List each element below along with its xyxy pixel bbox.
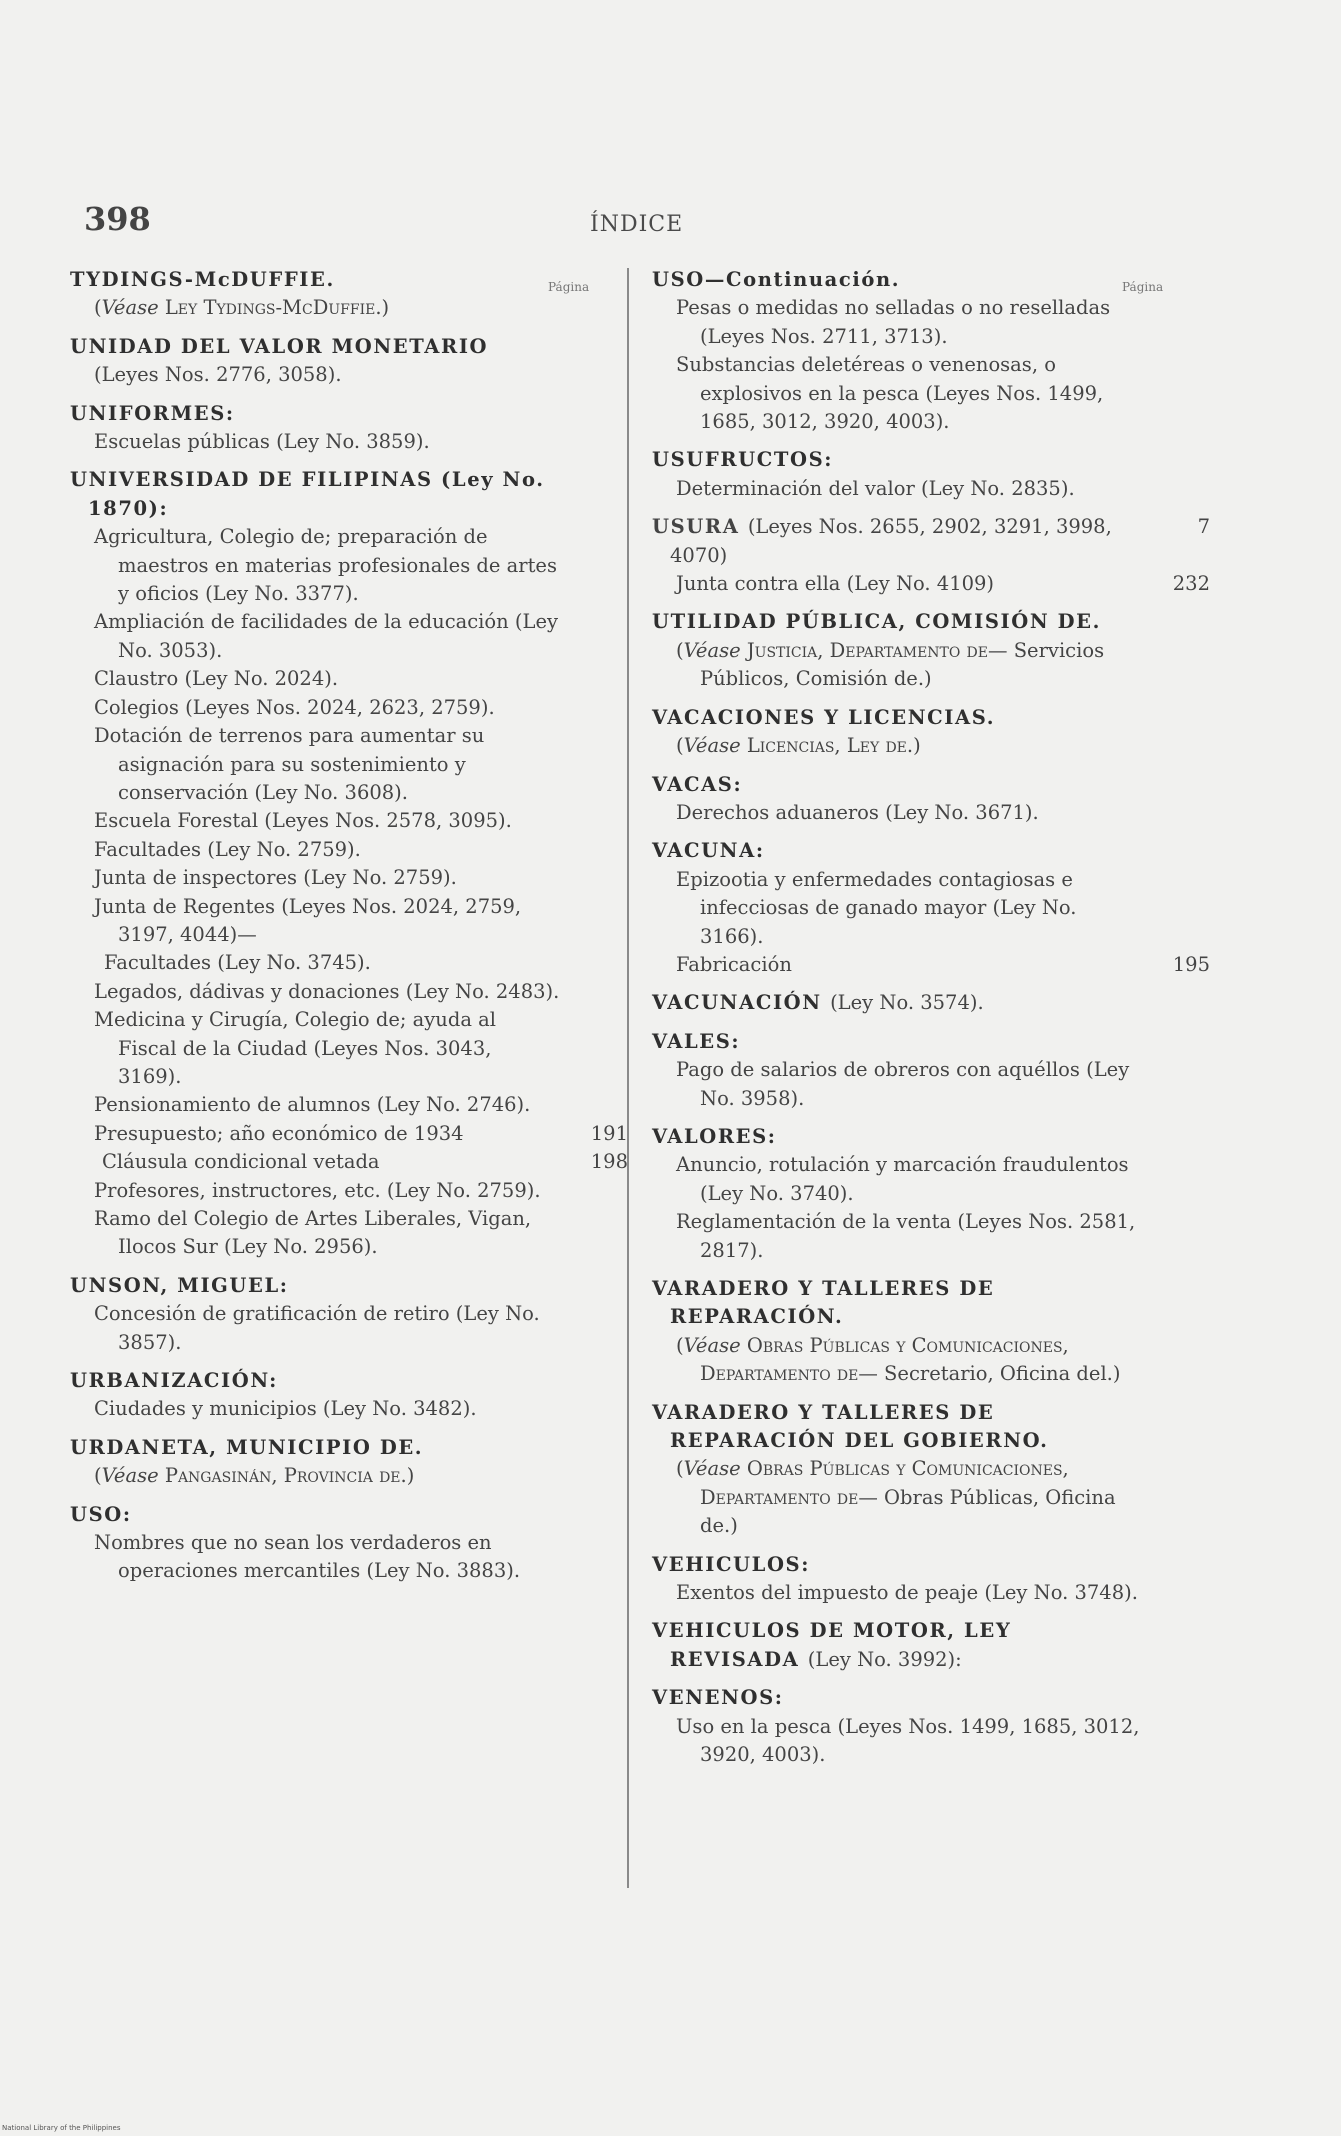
- index-entry: [652, 837, 1210, 979]
- sub-entry: Derechos aduaneros (Ley No. 3671).: [676, 800, 1039, 824]
- sub-entry: Reglamentación de la venta (Leyes Nos. 2581, 2817).: [676, 1210, 1136, 1262]
- index-entry: [652, 1028, 1202, 1113]
- sub-entry: Pesas o medidas no selladas o no reselladas (Leyes Nos. 2711, 3713).: [676, 296, 1111, 348]
- entry-heading: UTILIDAD PÚBLICA, COMISIÓN DE.: [652, 610, 1101, 634]
- sub-entry: Ramo del Colegio de Artes Liberales, Vigan, Ilocos Sur (Ley No. 2956).: [94, 1207, 532, 1259]
- entry-heading: VALORES:: [652, 1124, 777, 1148]
- sub-entry: Dotación de terrenos para aumentar su asignación para su sostenimiento y conservación (Ley No. 3608).: [94, 724, 485, 804]
- entry-heading: UNSON, MIGUEL:: [70, 1273, 289, 1297]
- sub-entry-with-page: Junta contra ella (Ley No. 4109) 232: [652, 570, 1202, 598]
- pagina-label-left: Página: [548, 280, 590, 294]
- sub-entry: Legados, dádivas y donaciones (Ley No. 2483).: [94, 979, 560, 1003]
- sub-entry: Profesores, instructores, etc. (Ley No. 2759).: [94, 1178, 541, 1202]
- index-entry: [652, 1123, 1202, 1265]
- running-head: ÍNDICE: [590, 212, 684, 237]
- entry-heading: URDANETA, MUNICIPIO DE.: [70, 1435, 424, 1459]
- entry-continuation: (Leyes Nos. 2776, 3058).: [94, 363, 342, 387]
- see-reference: (Véase Obras Públicas y Comunicaciones, Departamento de— Secretario, Oficina del.): [676, 1333, 1121, 1386]
- sub-entry: Pensionamiento de alumnos (Ley No. 2746).: [94, 1093, 531, 1117]
- entry-heading: TYDINGS-McDUFFIE.: [70, 268, 335, 291]
- index-entry: [70, 1272, 620, 1357]
- see-reference: (Véase Justicia, Departamento de— Servicios Públicos, Comisión de.): [676, 638, 1105, 691]
- entry-heading: VARADERO Y TALLERES DE REPARACIÓN.: [652, 1277, 995, 1329]
- index-entry: [652, 989, 1202, 1017]
- sub-entry: Agricultura, Colegio de; preparación de maestros en materias profesionales de artes y oficios (Ley No. 3377).: [94, 525, 557, 606]
- entry-heading: VALES:: [652, 1029, 741, 1053]
- entry-heading: USO—Continuación.: [652, 268, 901, 291]
- sub-entry: Claustro (Ley No. 2024).: [94, 667, 339, 691]
- entry-heading: VEHICULOS:: [652, 1552, 811, 1576]
- sub-entry: Epizootia y enfermedades contagiosas e infecciosas de ganado mayor (Ley No. 3166).: [676, 867, 1077, 948]
- index-entry: [70, 466, 628, 1261]
- sub-entry: Escuelas públicas (Ley No. 3859).: [94, 430, 430, 454]
- sub-entry: Facultades (Ley No. 2759).: [94, 837, 361, 861]
- sub-entry: Colegios (Leyes Nos. 2024, 2623, 2759).: [94, 695, 495, 719]
- entry-heading: VACUNACIÓN (Ley No. 3574).: [652, 991, 984, 1015]
- entry-heading-with-page: USURA (Leyes Nos. 2655, 2902, 3291, 3998, 4070) 7: [652, 515, 1210, 567]
- index-column-left: [70, 266, 628, 1596]
- index-entry: [70, 1434, 620, 1491]
- index-entry: [652, 1684, 1202, 1769]
- sub-entry: Nombres que no sean los verdaderos en operaciones mercantiles (Ley No. 3883).: [94, 1531, 521, 1583]
- page-ref: 7: [1197, 515, 1210, 539]
- page-ref: 195: [1172, 952, 1210, 976]
- sub-entry-with-page: Fabricación 195: [652, 951, 1202, 979]
- index-entry: [70, 1367, 620, 1424]
- entry-heading: VACAS:: [652, 772, 743, 796]
- sub-sub-entry-with-page: Cláusula condicional vetada 198: [70, 1148, 620, 1176]
- see-reference: (Véase Ley Tydings-McDuffie.): [94, 296, 390, 320]
- entry-heading: URBANIZACIÓN:: [70, 1369, 278, 1393]
- sub-entry: Pago de salarios de obreros con aquéllos (Ley No. 3958).: [676, 1058, 1130, 1110]
- column-divider: [627, 268, 629, 1888]
- index-entry: [652, 608, 1202, 693]
- entry-heading: USO:: [70, 1502, 132, 1526]
- see-reference: (Véase Licencias, Ley de.): [676, 734, 921, 758]
- index-entry: [652, 1617, 1202, 1674]
- index-entry: [652, 513, 1210, 598]
- entry-heading: USUFRUCTOS:: [652, 448, 834, 472]
- sub-entry: Junta de inspectores (Ley No. 2759).: [94, 866, 457, 890]
- index-entry: [70, 1501, 620, 1586]
- entry-heading: VEHICULOS DE MOTOR, LEY REVISADA (Ley No. 3992):: [652, 1619, 1012, 1671]
- page-number: 398: [84, 200, 151, 238]
- index-entry: [652, 266, 1202, 436]
- index-entry: [70, 266, 620, 323]
- index-entry: [652, 704, 1202, 761]
- sub-entry: Ampliación de facilidades de la educación (Ley No. 3053).: [94, 610, 559, 662]
- sub-entry: Anuncio, rotulación y marcación fraudulentos (Ley No. 3740).: [676, 1153, 1129, 1205]
- index-entry: [652, 446, 1202, 503]
- entry-heading: VACUNA:: [652, 839, 765, 863]
- entry-heading: UNIDAD DEL VALOR MONETARIO: [70, 334, 489, 358]
- entry-heading: VACACIONES Y LICENCIAS.: [652, 705, 996, 729]
- index-entry: [652, 1399, 1202, 1541]
- index-entry: [652, 1275, 1202, 1389]
- sub-entry: Medicina y Cirugía, Colegio de; ayuda al Fiscal de la Ciudad (Leyes Nos. 3043, 3169).: [94, 1008, 497, 1088]
- sub-sub-entry: Facultades (Ley No. 3745).: [104, 951, 371, 975]
- pagina-label-right: Página: [1122, 280, 1164, 294]
- see-reference: (Véase Obras Públicas y Comunicaciones, Departamento de— Obras Públicas, Oficina de.): [676, 1457, 1116, 1538]
- sub-entry-with-page: Presupuesto; año económico de 1934 191: [70, 1120, 620, 1148]
- sub-entry: Ciudades y municipios (Ley No. 3482).: [94, 1397, 477, 1421]
- page-ref: 191: [590, 1121, 628, 1145]
- sub-entry: Determinación del valor (Ley No. 2835).: [676, 476, 1075, 500]
- sub-entry: Concesión de gratificación de retiro (Ley No. 3857).: [94, 1302, 540, 1354]
- entry-heading: UNIFORMES:: [70, 401, 235, 425]
- library-footer: National Library of the Philippines: [2, 2124, 121, 2132]
- index-entry: [652, 1551, 1202, 1608]
- page-ref: 232: [1172, 572, 1210, 596]
- sub-entry: Substancias deletéreas o venenosas, o explosivos en la pesca (Leyes Nos. 1499, 1685, 3012, 3920, 4003).: [676, 353, 1104, 434]
- index-entry: [70, 333, 620, 390]
- index-column-right: [652, 266, 1210, 1780]
- index-entry: [70, 400, 620, 457]
- sub-entry: Exentos del impuesto de peaje (Ley No. 3748).: [676, 1581, 1138, 1605]
- sub-entry: Junta de Regentes (Leyes Nos. 2024, 2759, 3197, 4044)—: [94, 894, 522, 946]
- entry-heading: VENENOS:: [652, 1686, 784, 1710]
- sub-entry: Uso en la pesca (Leyes Nos. 1499, 1685, 3012, 3920, 4003).: [676, 1714, 1140, 1767]
- entry-heading: UNIVERSIDAD DE FILIPINAS (Ley No. 1870):: [70, 468, 545, 520]
- entry-heading: VARADERO Y TALLERES DE REPARACIÓN DEL GOBIERNO.: [652, 1400, 1049, 1453]
- page-ref: 198: [590, 1150, 628, 1174]
- index-entry: [652, 771, 1202, 828]
- see-reference: (Véase Pangasinán, Provincia de.): [94, 1464, 415, 1488]
- sub-entry: Escuela Forestal (Leyes Nos. 2578, 3095).: [94, 809, 512, 833]
